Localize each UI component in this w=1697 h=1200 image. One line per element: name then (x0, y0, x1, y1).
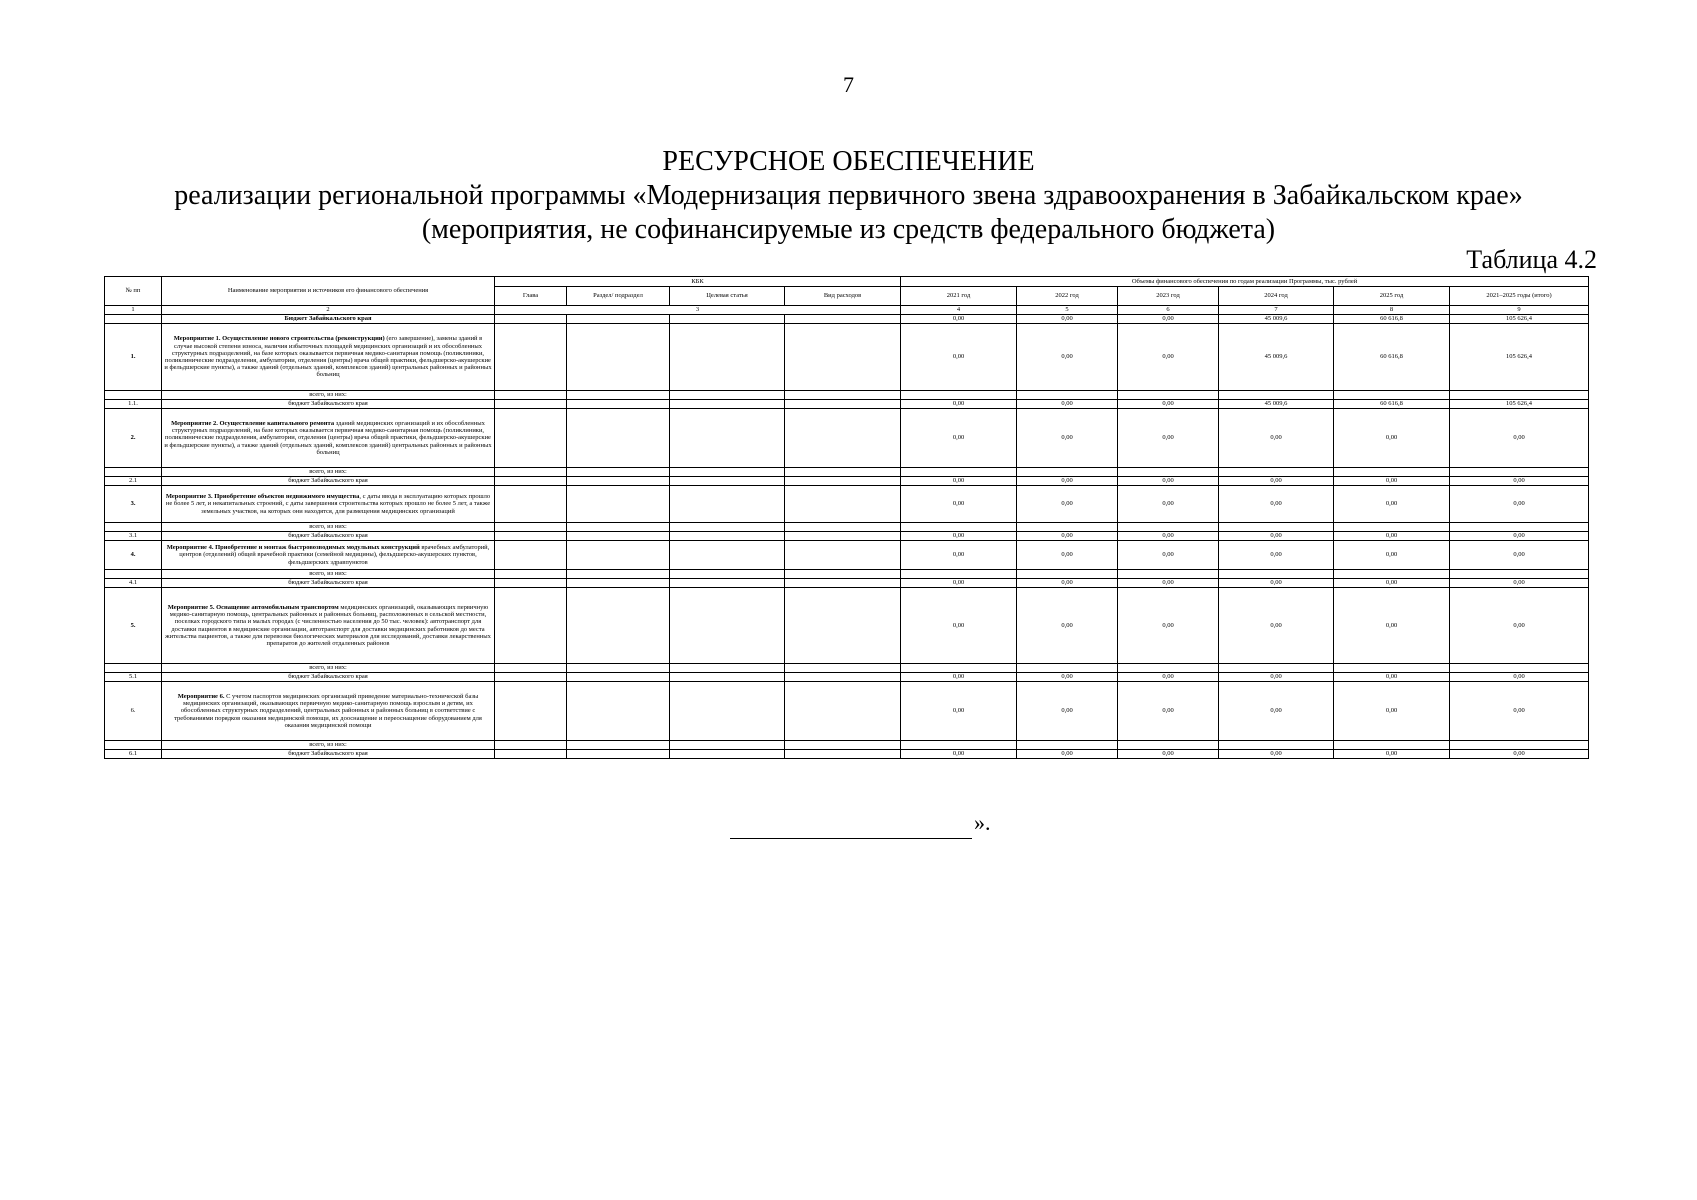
index-cell: 5 (1017, 306, 1118, 315)
empty-cell (105, 570, 162, 579)
empty-cell (567, 477, 670, 486)
empty-cell (567, 409, 670, 468)
header-num: № пп (105, 277, 162, 306)
value-cell: 0,00 (1219, 532, 1334, 541)
empty-cell (785, 579, 901, 588)
value-cell: 0,00 (1219, 579, 1334, 588)
empty-cell (567, 588, 670, 664)
value-cell: 0,00 (1450, 477, 1589, 486)
value-cell: 0,00 (1017, 324, 1118, 391)
measure-number: 6. (105, 682, 162, 741)
measure-row (105, 682, 1589, 741)
value-cell: 0,00 (1118, 400, 1219, 409)
sub-label: бюджет Забайкальского края (162, 400, 495, 409)
sub-row (105, 477, 1589, 486)
value-cell: 45 009,6 (1219, 400, 1334, 409)
value-cell: 45 009,6 (1219, 315, 1334, 324)
value-cell: 0,00 (1219, 541, 1334, 570)
value-cell: 0,00 (1017, 673, 1118, 682)
empty-cell (105, 741, 162, 750)
empty-cell (1017, 523, 1118, 532)
value-cell: 0,00 (1118, 532, 1219, 541)
empty-cell (495, 532, 567, 541)
header-2025: 2025 год (1334, 287, 1450, 306)
header-2022: 2022 год (1017, 287, 1118, 306)
empty-cell (105, 664, 162, 673)
measure-name-text: С учетом паспортов медицинских организаций приведение материально-технической базы медицинских организаций, оказывающих первичную медико-санитарную помощь взрослым и детям, их обособленных структурных подразделений, центральных районных и районных больниц в соответствие с требованиями порядков оказания медицинской помощи, их дооснащение и переоснащение оборудованием для оказания медицинской помощи (174, 692, 482, 729)
empty-cell (567, 750, 670, 759)
document-title (0, 145, 1697, 247)
empty-cell (1334, 391, 1450, 400)
measure-number: 2. (105, 409, 162, 468)
empty-cell (495, 588, 567, 664)
header-vid: Вид расходов (785, 287, 901, 306)
empty-cell (567, 541, 670, 570)
empty-cell (670, 750, 785, 759)
value-cell: 0,00 (1219, 588, 1334, 664)
empty-cell (1219, 391, 1334, 400)
empty-cell (1450, 523, 1589, 532)
empty-cell (785, 673, 901, 682)
value-cell: 0,00 (1450, 486, 1589, 523)
value-cell: 0,00 (1450, 750, 1589, 759)
value-cell: 0,00 (901, 409, 1017, 468)
index-cell: 8 (1334, 306, 1450, 315)
value-cell: 60 616,8 (1334, 324, 1450, 391)
empty-cell (785, 532, 901, 541)
value-cell: 0,00 (901, 682, 1017, 741)
empty-cell (495, 391, 567, 400)
sub-row (105, 400, 1589, 409)
empty-cell (1118, 570, 1219, 579)
header-celevaya: Целевая статья (670, 287, 785, 306)
vsego-row (105, 523, 1589, 532)
empty-cell (1450, 570, 1589, 579)
measure-name-text: зданий медицинских организаций и их обособленных структурных подразделений, на базе которых оказывается первичная медико-санитарная помощь (поликлиники, поликлинические подразделения, амбулатории, отделения (центры) врача общей практики, фельдшерско-акушерские и фельдшерские пункты), а также зданий (отдельных зданий, комплексов зданий) центральных районных и районных больниц (164, 419, 492, 456)
measure-name (162, 409, 495, 468)
header-glava: Глава (495, 287, 567, 306)
header-kbk: КБК (495, 277, 901, 287)
value-cell: 0,00 (1118, 673, 1219, 682)
empty-cell (495, 570, 567, 579)
vsego-label: всего, из них: (162, 391, 495, 400)
empty-cell (901, 570, 1017, 579)
value-cell: 0,00 (901, 315, 1017, 324)
empty-cell (901, 468, 1017, 477)
empty-cell (670, 673, 785, 682)
value-cell: 0,00 (1219, 673, 1334, 682)
empty-cell (567, 468, 670, 477)
header-name: Наименование мероприятия и источников его финансового обеспечения (162, 277, 495, 306)
empty-cell (1017, 741, 1118, 750)
empty-cell (495, 486, 567, 523)
measure-name (162, 588, 495, 664)
measure-row (105, 409, 1589, 468)
budget-total-label: Бюджет Забайкальского края (162, 315, 495, 324)
empty-cell (495, 682, 567, 741)
index-cell: 2 (162, 306, 495, 315)
sub-number: 6.1 (105, 750, 162, 759)
empty-cell (1017, 468, 1118, 477)
value-cell: 105 626,4 (1450, 324, 1589, 391)
vsego-row (105, 468, 1589, 477)
empty-cell (1219, 741, 1334, 750)
empty-cell (785, 750, 901, 759)
value-cell: 0,00 (1219, 409, 1334, 468)
empty-cell (670, 391, 785, 400)
empty-cell (785, 400, 901, 409)
empty-cell (670, 682, 785, 741)
empty-cell (495, 741, 567, 750)
empty-cell (567, 570, 670, 579)
value-cell: 0,00 (1118, 579, 1219, 588)
empty-cell (1118, 523, 1219, 532)
empty-cell (567, 486, 670, 523)
value-cell: 0,00 (1334, 541, 1450, 570)
empty-cell (785, 477, 901, 486)
value-cell: 0,00 (901, 673, 1017, 682)
empty-cell (670, 570, 785, 579)
measure-number: 5. (105, 588, 162, 664)
value-cell: 0,00 (901, 750, 1017, 759)
value-cell: 0,00 (1219, 750, 1334, 759)
empty-cell (1118, 468, 1219, 477)
empty-cell (670, 579, 785, 588)
measure-name (162, 324, 495, 391)
empty-cell (567, 391, 670, 400)
empty-cell (670, 532, 785, 541)
empty-cell (1450, 391, 1589, 400)
footer-signature-line (730, 818, 972, 839)
measure-name (162, 682, 495, 741)
value-cell: 0,00 (1017, 588, 1118, 664)
value-cell: 0,00 (1118, 477, 1219, 486)
title-line-1: РЕСУРСНОЕ ОБЕСПЕЧЕНИЕ (662, 146, 1035, 177)
empty-cell (495, 673, 567, 682)
sub-number: 4.1 (105, 579, 162, 588)
empty-cell (567, 324, 670, 391)
empty-cell (1334, 664, 1450, 673)
index-cell: 6 (1118, 306, 1219, 315)
empty-cell (495, 579, 567, 588)
empty-cell (785, 741, 901, 750)
vsego-label: всего, из них: (162, 741, 495, 750)
measure-name-text: врачебных амбулаторий, центров (отделений) общей врачебной практики (семейной медицины), фельдшерско-акушерских пунктов, фельдшерских здравпунктов (179, 544, 490, 566)
sub-label: бюджет Забайкальского края (162, 579, 495, 588)
value-cell: 0,00 (1334, 579, 1450, 588)
vsego-label: всего, из них: (162, 523, 495, 532)
empty-cell (495, 400, 567, 409)
resource-table-wrapper (104, 276, 1588, 759)
measure-name (162, 486, 495, 523)
sub-label: бюджет Забайкальского края (162, 532, 495, 541)
value-cell: 0,00 (1118, 409, 1219, 468)
value-cell: 0,00 (1017, 400, 1118, 409)
sub-row (105, 579, 1589, 588)
title-line-2: реализации региональной программы «Модернизация первичного звена здравоохранения в Забайкальском крае» (174, 180, 1523, 211)
measure-name-text: (его завершение), замены зданий в случае высокой степени износа, наличия избыточных площадей медицинских организаций и их обособленных структурных подразделений, на базе которых оказывается первичная медико-санитарная помощь (поликлиники, поликлинические подразделения, амбулатории, отделения (центры) врача общей практики, фельдшерско-акушерские и фельдшерские пункты), а также зданий (отдельных зданий, комплексов зданий) центральных районных и районных больниц (164, 335, 492, 379)
value-cell: 0,00 (901, 400, 1017, 409)
empty-cell (785, 468, 901, 477)
value-cell: 0,00 (1334, 477, 1450, 486)
empty-cell (901, 741, 1017, 750)
header-2021: 2021 год (901, 287, 1017, 306)
vsego-row (105, 570, 1589, 579)
sub-row (105, 532, 1589, 541)
value-cell: 0,00 (1017, 409, 1118, 468)
value-cell: 0,00 (1219, 477, 1334, 486)
empty-cell (670, 486, 785, 523)
value-cell: 0,00 (1334, 532, 1450, 541)
empty-cell (567, 523, 670, 532)
value-cell: 0,00 (1334, 750, 1450, 759)
sub-row (105, 750, 1589, 759)
empty-cell (1017, 391, 1118, 400)
empty-cell (567, 673, 670, 682)
value-cell: 0,00 (1118, 541, 1219, 570)
empty-cell (1118, 741, 1219, 750)
value-cell: 0,00 (901, 541, 1017, 570)
empty-cell (105, 391, 162, 400)
header-total: 2021–2025 годы (итого) (1450, 287, 1589, 306)
empty-cell (495, 315, 567, 324)
index-cell: 4 (901, 306, 1017, 315)
empty-cell (495, 477, 567, 486)
value-cell: 0,00 (1219, 682, 1334, 741)
empty-cell (785, 664, 901, 673)
empty-cell (670, 315, 785, 324)
empty-cell (1219, 523, 1334, 532)
value-cell: 0,00 (901, 532, 1017, 541)
measure-name-bold: Мероприятие 5. Оснащение автомобильным транспортом (167, 603, 339, 611)
empty-cell (495, 664, 567, 673)
index-row (105, 306, 1589, 315)
budget-total-row (105, 315, 1589, 324)
empty-cell (1219, 664, 1334, 673)
empty-cell (567, 682, 670, 741)
value-cell: 0,00 (1017, 532, 1118, 541)
vsego-label: всего, из них: (162, 570, 495, 579)
empty-cell (567, 400, 670, 409)
empty-cell (785, 523, 901, 532)
index-cell: 1 (105, 306, 162, 315)
measure-name (162, 541, 495, 570)
value-cell: 0,00 (1450, 682, 1589, 741)
empty-cell (785, 409, 901, 468)
empty-cell (567, 532, 670, 541)
value-cell: 0,00 (1118, 588, 1219, 664)
empty-cell (495, 523, 567, 532)
empty-cell (901, 664, 1017, 673)
measure-name-bold: Мероприятие 3. Приобретение объектов недвижимого имущества (165, 493, 360, 501)
footer-closing-quote: ». (974, 810, 991, 835)
vsego-label: всего, из них: (162, 468, 495, 477)
sub-label: бюджет Забайкальского края (162, 750, 495, 759)
empty-cell (670, 664, 785, 673)
header-2024: 2024 год (1219, 287, 1334, 306)
value-cell: 0,00 (1017, 682, 1118, 741)
measure-name-text: медицинских организаций, оказывающих первичную медико-санитарную помощь, центральных районных и районных больниц, расположенных в сельской местности, поселках городского типа и малых городах (с численностью населения до 50 тыс. человек): автотранспорт для доставки пациентов в медицинские организации, автотранспорт для доставки медицинских работников до места жительства пациентов, а также для перевозки биологических материалов для исследований, доставки лекарственных препаратов до жителей отдаленных районов (165, 603, 491, 647)
empty-cell (670, 541, 785, 570)
empty-cell (1017, 664, 1118, 673)
header-razdel: Раздел/ подраздел (567, 287, 670, 306)
empty-cell (670, 468, 785, 477)
sub-number: 3.1 (105, 532, 162, 541)
empty-cell (670, 477, 785, 486)
empty-cell (1118, 391, 1219, 400)
measure-number: 3. (105, 486, 162, 523)
empty-cell (1334, 570, 1450, 579)
measure-number: 4. (105, 541, 162, 570)
sub-row (105, 673, 1589, 682)
value-cell: 0,00 (1450, 409, 1589, 468)
sub-label: бюджет Забайкальского края (162, 673, 495, 682)
empty-cell (901, 391, 1017, 400)
value-cell: 0,00 (1017, 486, 1118, 523)
table-label: Таблица 4.2 (1466, 245, 1597, 274)
empty-cell (495, 409, 567, 468)
empty-cell (567, 315, 670, 324)
empty-cell (495, 468, 567, 477)
measure-name-bold: Мероприятие 1. Осуществление нового строительства (реконструкции) (173, 335, 385, 343)
index-cell: 7 (1219, 306, 1334, 315)
measure-number: 1. (105, 324, 162, 391)
vsego-label: всего, из них: (162, 664, 495, 673)
value-cell: 0,00 (901, 477, 1017, 486)
empty-cell (670, 400, 785, 409)
value-cell: 0,00 (1450, 532, 1589, 541)
empty-cell (785, 682, 901, 741)
page-number: 7 (843, 72, 854, 97)
value-cell: 0,00 (1017, 315, 1118, 324)
value-cell: 0,00 (1450, 673, 1589, 682)
value-cell: 0,00 (901, 579, 1017, 588)
empty-cell (785, 588, 901, 664)
value-cell: 0,00 (1219, 486, 1334, 523)
value-cell: 60 616,8 (1334, 400, 1450, 409)
empty-cell (495, 750, 567, 759)
value-cell: 0,00 (1450, 541, 1589, 570)
sub-number: 1.1. (105, 400, 162, 409)
value-cell: 0,00 (1118, 324, 1219, 391)
empty-cell (1118, 664, 1219, 673)
vsego-row (105, 391, 1589, 400)
empty-cell (785, 541, 901, 570)
empty-cell (495, 324, 567, 391)
value-cell: 105 626,4 (1450, 315, 1589, 324)
measure-row (105, 324, 1589, 391)
value-cell: 45 009,6 (1219, 324, 1334, 391)
empty-cell (105, 468, 162, 477)
empty-cell (567, 664, 670, 673)
value-cell: 0,00 (1118, 315, 1219, 324)
empty-cell (670, 324, 785, 391)
value-cell: 0,00 (901, 486, 1017, 523)
value-cell: 0,00 (1017, 541, 1118, 570)
empty-cell (1334, 523, 1450, 532)
empty-cell (567, 741, 670, 750)
index-cell: 9 (1450, 306, 1589, 315)
measure-name-text: , с даты ввода в эксплуатацию которых прошло не более 5 лет, и некапитальных строений, с даты завершения строительства которых прошло не более 5 лет, а также земельных участков, на которых они находятся, для размещения медицинских организаций (165, 493, 491, 515)
index-cell: 3 (495, 306, 901, 315)
header-2023: 2023 год (1118, 287, 1219, 306)
value-cell: 0,00 (1118, 486, 1219, 523)
value-cell: 0,00 (901, 588, 1017, 664)
empty-cell (670, 523, 785, 532)
empty-cell (785, 391, 901, 400)
measure-name-bold: Мероприятие 2. Осуществление капитального ремонта (171, 419, 335, 427)
empty-cell (1219, 468, 1334, 477)
empty-cell (670, 409, 785, 468)
value-cell: 0,00 (1118, 750, 1219, 759)
value-cell: 0,00 (1450, 579, 1589, 588)
empty-cell (901, 523, 1017, 532)
value-cell: 0,00 (1334, 682, 1450, 741)
value-cell: 0,00 (1017, 579, 1118, 588)
value-cell: 0,00 (1334, 673, 1450, 682)
value-cell: 105 626,4 (1450, 400, 1589, 409)
empty-cell (1450, 741, 1589, 750)
empty-cell (1450, 664, 1589, 673)
sub-number: 5.1 (105, 673, 162, 682)
measure-row (105, 486, 1589, 523)
empty-cell (785, 486, 901, 523)
measure-name-bold: Мероприятие 6. (177, 692, 225, 700)
vsego-row (105, 664, 1589, 673)
header-volumes: Объемы финансового обеспечения по годам реализации Программы, тыс. рублей (901, 277, 1589, 287)
empty-cell (1450, 468, 1589, 477)
value-cell: 0,00 (1334, 486, 1450, 523)
resource-table (104, 276, 1589, 759)
empty-cell (495, 541, 567, 570)
empty-cell (785, 570, 901, 579)
value-cell: 0,00 (1450, 588, 1589, 664)
value-cell: 60 616,8 (1334, 315, 1450, 324)
value-cell: 0,00 (1017, 477, 1118, 486)
empty-cell (1219, 570, 1334, 579)
empty-cell (670, 741, 785, 750)
measure-name-bold: Мероприятие 4. Приобретение и монтаж быстровозводимых модульных конструкций (166, 544, 420, 552)
value-cell: 0,00 (901, 324, 1017, 391)
sub-label: бюджет Забайкальского края (162, 477, 495, 486)
empty-cell (1017, 570, 1118, 579)
title-line-3: (мероприятия, не софинансируемые из средств федерального бюджета) (421, 214, 1276, 245)
empty-cell (105, 315, 162, 324)
vsego-row (105, 741, 1589, 750)
empty-cell (105, 523, 162, 532)
sub-number: 2.1 (105, 477, 162, 486)
measure-row (105, 588, 1589, 664)
empty-cell (1334, 468, 1450, 477)
empty-cell (670, 588, 785, 664)
value-cell: 0,00 (1118, 682, 1219, 741)
empty-cell (785, 324, 901, 391)
empty-cell (567, 579, 670, 588)
value-cell: 0,00 (1017, 750, 1118, 759)
empty-cell (785, 315, 901, 324)
value-cell: 0,00 (1334, 588, 1450, 664)
measure-row (105, 541, 1589, 570)
empty-cell (1334, 741, 1450, 750)
value-cell: 0,00 (1334, 409, 1450, 468)
